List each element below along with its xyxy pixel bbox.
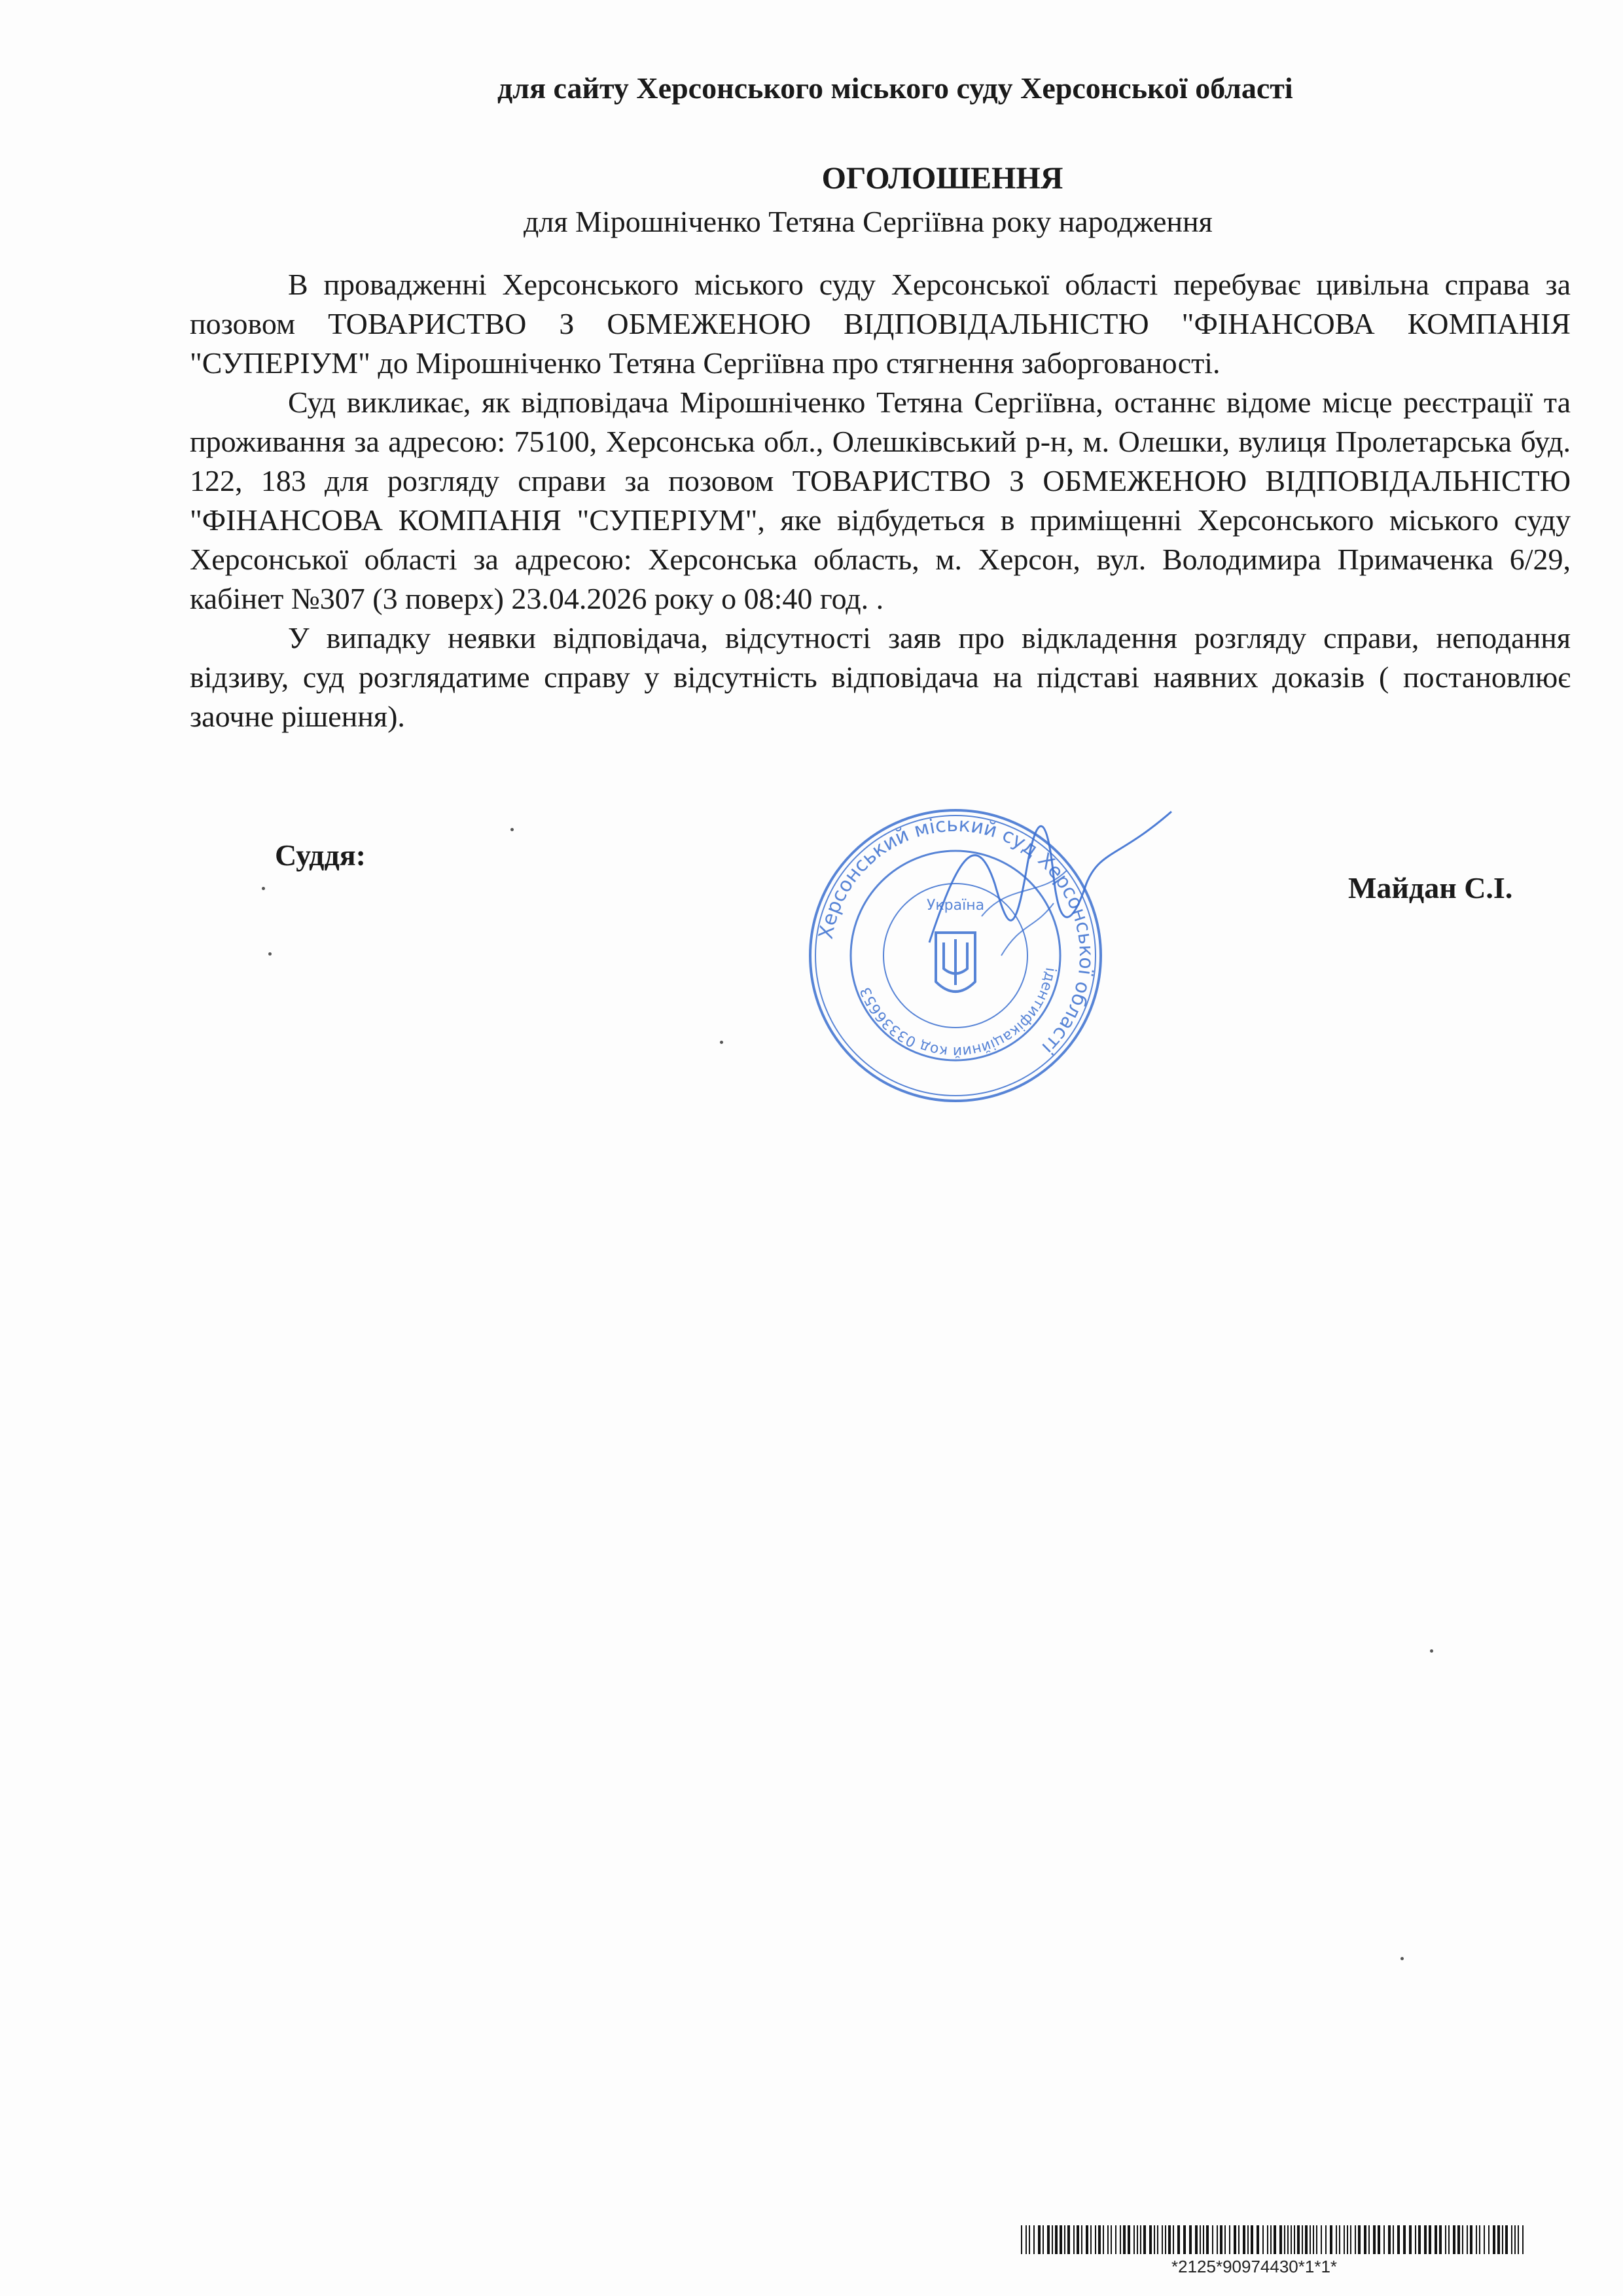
seal-inner-text: ідентифікаційний код 03336653	[857, 966, 1059, 1060]
scan-speck	[510, 828, 514, 831]
document-header: для сайту Херсонського міського суду Херсонської області	[497, 71, 1293, 105]
scan-speck	[1400, 1957, 1404, 1960]
scan-speck	[720, 1041, 723, 1044]
judge-name: Майдан С.І.	[1348, 871, 1513, 905]
judge-label: Суддя:	[275, 838, 366, 872]
seal-outer-text: Херсонський міський суд Херсонської області	[814, 813, 1098, 1059]
document-barcode	[1021, 2225, 1525, 2254]
scan-speck	[1430, 1649, 1433, 1653]
paragraph-absence-consequence: У випадку неявки відповідача, відсутності заяв про відкладення розгляду справи, неподання відзиву, суд розглядатиме справу у відсутність відповідача на підставі наявних доказів ( постановлює заочне рішення).	[190, 621, 1571, 733]
judge-signature	[903, 785, 1178, 1001]
scan-speck	[262, 887, 265, 890]
notice-body	[190, 265, 1571, 736]
scan-speck	[268, 952, 272, 956]
barcode-number: *2125*90974430*1*1*	[1171, 2257, 1338, 2276]
paragraph-summons: Суд викликає, як відповідача Мірошніченко Тетяна Сергіївна, останнє відоме місце реєстрації та проживання за адресою: 75100, Херсонська обл., Олешківський р-н, м. Олешки, вулиця Пролетарська буд. 122, 183 для розгляду справи за позовом ТОВАРИСТВО З ОБМЕЖЕНОЮ ВІДПОВІДАЛЬНІСТЮ "ФІНАНСОВА КОМПАНІЯ "СУПЕРІУМ", яке відбудеться в приміщенні Херсонського міського суду Херсонської області за адресою: Херсонська область, м. Херсон, вул. Володимира Примаченка 6/29, кабінет №307 (3 поверх) 23.04.2026 року о 08:40 год. .	[190, 386, 1571, 615]
seal-country-text: Україна	[926, 897, 985, 914]
paragraph-case-info: В провадженні Херсонського міського суду Херсонської області перебуває цивільна справа за позовом ТОВАРИСТВО З ОБМЕЖЕНОЮ ВІДПОВІДАЛЬНІСТЮ "ФІНАНСОВА КОМПАНІЯ "СУПЕРІУМ" до Мірошніченко Тетяна Сергіївна про стягнення заборгованості.	[190, 268, 1571, 380]
notice-subtitle: для Мірошніченко Тетяна Сергіївна року народження	[524, 205, 1213, 238]
notice-title: ОГОЛОШЕННЯ	[821, 161, 1063, 196]
